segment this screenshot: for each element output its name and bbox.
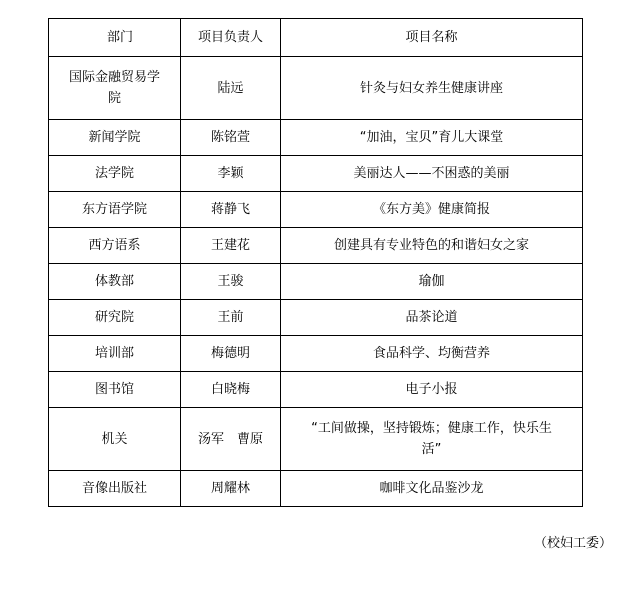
- cell-leader: 陆远: [181, 57, 281, 120]
- table-row: [49, 336, 583, 372]
- cell-project: 创建具有专业特色的和谐妇女之家: [281, 228, 583, 264]
- cell-leader: 蒋静飞: [181, 192, 281, 228]
- cell-project: 针灸与妇女养生健康讲座: [281, 57, 583, 120]
- cell-department: 西方语系: [49, 228, 181, 264]
- cell-department: 法学院: [49, 156, 181, 192]
- cell-department: 图书馆: [49, 372, 181, 408]
- cell-project: “工间做操，坚持锻炼；健康工作，快乐生活”: [281, 408, 583, 471]
- cell-project: 美丽达人——不困惑的美丽: [281, 156, 583, 192]
- table-row: [49, 372, 583, 408]
- table-row: [49, 228, 583, 264]
- cell-leader: 白晓梅: [181, 372, 281, 408]
- cell-department: 体教部: [49, 264, 181, 300]
- cell-leader: 李颖: [181, 156, 281, 192]
- footer-note: （校妇工委）: [533, 536, 612, 551]
- table-row: [49, 120, 583, 156]
- cell-leader: 周耀林: [181, 471, 281, 507]
- header-project: 项目名称: [281, 19, 583, 57]
- cell-department: 培训部: [49, 336, 181, 372]
- project-table: [48, 18, 583, 507]
- table-header-row: [49, 19, 583, 57]
- table-row: [49, 300, 583, 336]
- table-row: [49, 156, 583, 192]
- cell-leader: 梅德明: [181, 336, 281, 372]
- cell-project: 《东方美》健康简报: [281, 192, 583, 228]
- cell-department: 研究院: [49, 300, 181, 336]
- cell-leader: 王前: [181, 300, 281, 336]
- cell-department: 国际金融贸易学院: [49, 57, 181, 120]
- cell-leader: 王建花: [181, 228, 281, 264]
- cell-department: 东方语学院: [49, 192, 181, 228]
- cell-department: 音像出版社: [49, 471, 181, 507]
- cell-leader: 王骏: [181, 264, 281, 300]
- table-row: [49, 57, 583, 120]
- cell-leader: 汤军 曹原: [181, 408, 281, 471]
- cell-project: 咖啡文化品鉴沙龙: [281, 471, 583, 507]
- cell-project: 品茶论道: [281, 300, 583, 336]
- table-row: [49, 408, 583, 471]
- header-leader: 项目负责人: [181, 19, 281, 57]
- table-row: [49, 471, 583, 507]
- cell-department: 机关: [49, 408, 181, 471]
- cell-department: 新闻学院: [49, 120, 181, 156]
- cell-project: 瑜伽: [281, 264, 583, 300]
- cell-project: 食品科学、均衡营养: [281, 336, 583, 372]
- table-row: [49, 192, 583, 228]
- header-department: 部门: [49, 19, 181, 57]
- table-row: [49, 264, 583, 300]
- cell-project: “加油，宝贝”育儿大课堂: [281, 120, 583, 156]
- cell-leader: 陈铭萱: [181, 120, 281, 156]
- cell-project: 电子小报: [281, 372, 583, 408]
